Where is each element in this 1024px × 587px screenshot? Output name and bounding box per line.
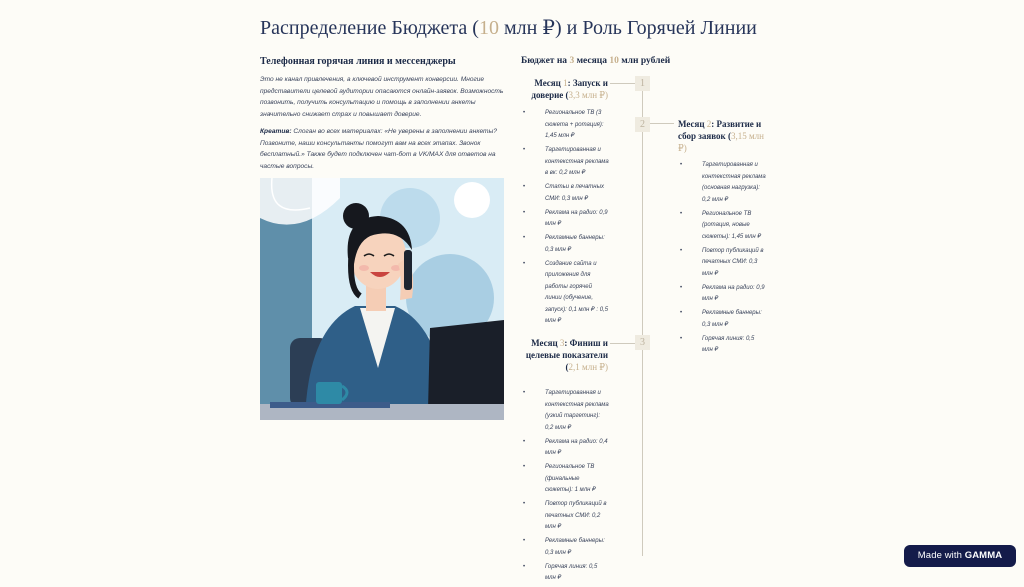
list-item: • Горячая линия: 0,5 млн ₽ [545,562,609,585]
timeline-step-1: 1 [635,76,650,91]
hotline-description: Это не канал привлечения, а ключевой инструмент конверсии. Многие представители целевой аудитории опасаются онлайн-заявок. Возможность позвонить, получить консультацию и помощь в заполнении анкеты значительно снижает страх и повышает доверие. [260,76,504,118]
title-part: Распределение Бюджета ( [260,17,479,39]
month-title-part: : Развитие и сбор заявок ( [678,119,762,141]
list-item: • Повтор публикаций в печатных СМИ: 0,3 млн ₽ [702,246,766,281]
month-3-items [545,388,609,587]
month-title-accent: 3,15 [730,131,747,141]
list-item: • Реклама на радио: 0,9 млн ₽ [545,208,609,231]
budget-heading [521,56,670,66]
month-title-part: : Запуск и доверие ( [531,78,608,100]
timeline-step-3: 3 [635,335,650,350]
badge-prefix: Made with [917,550,965,561]
list-item: • Таргетированная и контекстная реклама (основная нагрузка): 0,2 млн ₽ [702,160,766,206]
heading-part: млн рублей [618,56,671,66]
badge-brand: GAMMA [964,550,1003,561]
list-item: • Реклама на радио: 0,4 млн ₽ [545,437,609,460]
list-item: • Региональное ТВ (ротация, новые сюжеты): 1,45 млн ₽ [702,209,766,244]
month-1-title [528,77,608,101]
month-title-part: млн ₽) [678,131,764,153]
month-title-part: Месяц [531,338,560,348]
list-item: • Таргетированная и контекстная реклама в вк: 0,2 млн ₽ [545,145,609,180]
made-with-gamma-badge[interactable] [904,545,1016,567]
list-item: • Таргетированная и контекстная реклама (узкий таргетинг): 0,2 млн ₽ [545,388,609,434]
month-3-title [518,337,608,373]
heading-part: Бюджет на [521,56,570,66]
timeline-connector [610,83,636,84]
timeline-step-2: 2 [635,117,650,132]
month-title-accent: 1 [563,78,568,88]
hotline-operator-illustration [260,178,504,420]
month-title-part: Месяц [678,119,707,129]
month-title-part: млн ₽) [579,90,608,100]
month-2-items [702,160,766,359]
creative-text: Слоган во всех материалах: «Не уверены в заполнении анкеты? Позвоните, наши консультанты помогут вам на всех этапах. Звонок бесплатный.» Также будет подключен чат-бот в VK/MAX для ответов на частые вопросы. [260,128,498,170]
list-item: • Повтор публикаций в печатных СМИ: 0,2 млн ₽ [545,499,609,534]
creative-paragraph [260,126,505,172]
month-title-accent: 3 [559,338,565,348]
timeline-connector [648,123,674,124]
heading-accent: 3 [569,56,575,66]
month-2-title [678,118,766,154]
list-item: • Рекламные баннеры: 0,3 млн ₽ [545,233,609,256]
list-item: • Статьи в печатных СМИ: 0,3 млн ₽ [545,182,609,205]
timeline-axis [642,76,643,556]
month-title-accent: 2 [706,119,712,129]
month-title-part: млн ₽) [579,362,608,372]
title-part: млн ₽) и Роль Горячей Линии [498,17,757,39]
title-accent: 10 [478,17,499,39]
creative-label: Креатив: [260,128,292,135]
heading-part: месяца [574,56,610,66]
list-item: • Реклама на радио: 0,9 млн ₽ [702,283,766,306]
hotline-heading: Телефонная горячая линия и мессенджеры [260,56,456,67]
list-item: • Региональное ТВ (3 сюжета + ротация): 1,45 млн ₽ [545,108,609,143]
list-item: • Создание сайта и приложения для работы горячей линии (обучение, запуск): 0,1 млн ₽ : 0,5 млн ₽ [545,259,609,328]
timeline-connector [610,343,636,344]
month-title-accent: 2,1 [568,362,580,372]
list-item: • Рекламные баннеры: 0,3 млн ₽ [702,308,766,331]
month-title-part: : Финиш и целевые показатели ( [525,338,608,372]
list-item: • Горячая линия: 0,5 млн ₽ [702,334,766,357]
list-item: • Региональное ТВ (финальные сюжеты): 1 млн ₽ [545,462,609,497]
page-title [260,15,757,40]
month-title-part: Месяц [534,78,564,88]
month-title-accent: 3,3 [568,90,580,100]
operator-drawing [260,178,504,420]
month-1-items [545,108,609,330]
heading-accent: 10 [609,56,619,66]
list-item: • Рекламные баннеры: 0,3 млн ₽ [545,536,609,559]
